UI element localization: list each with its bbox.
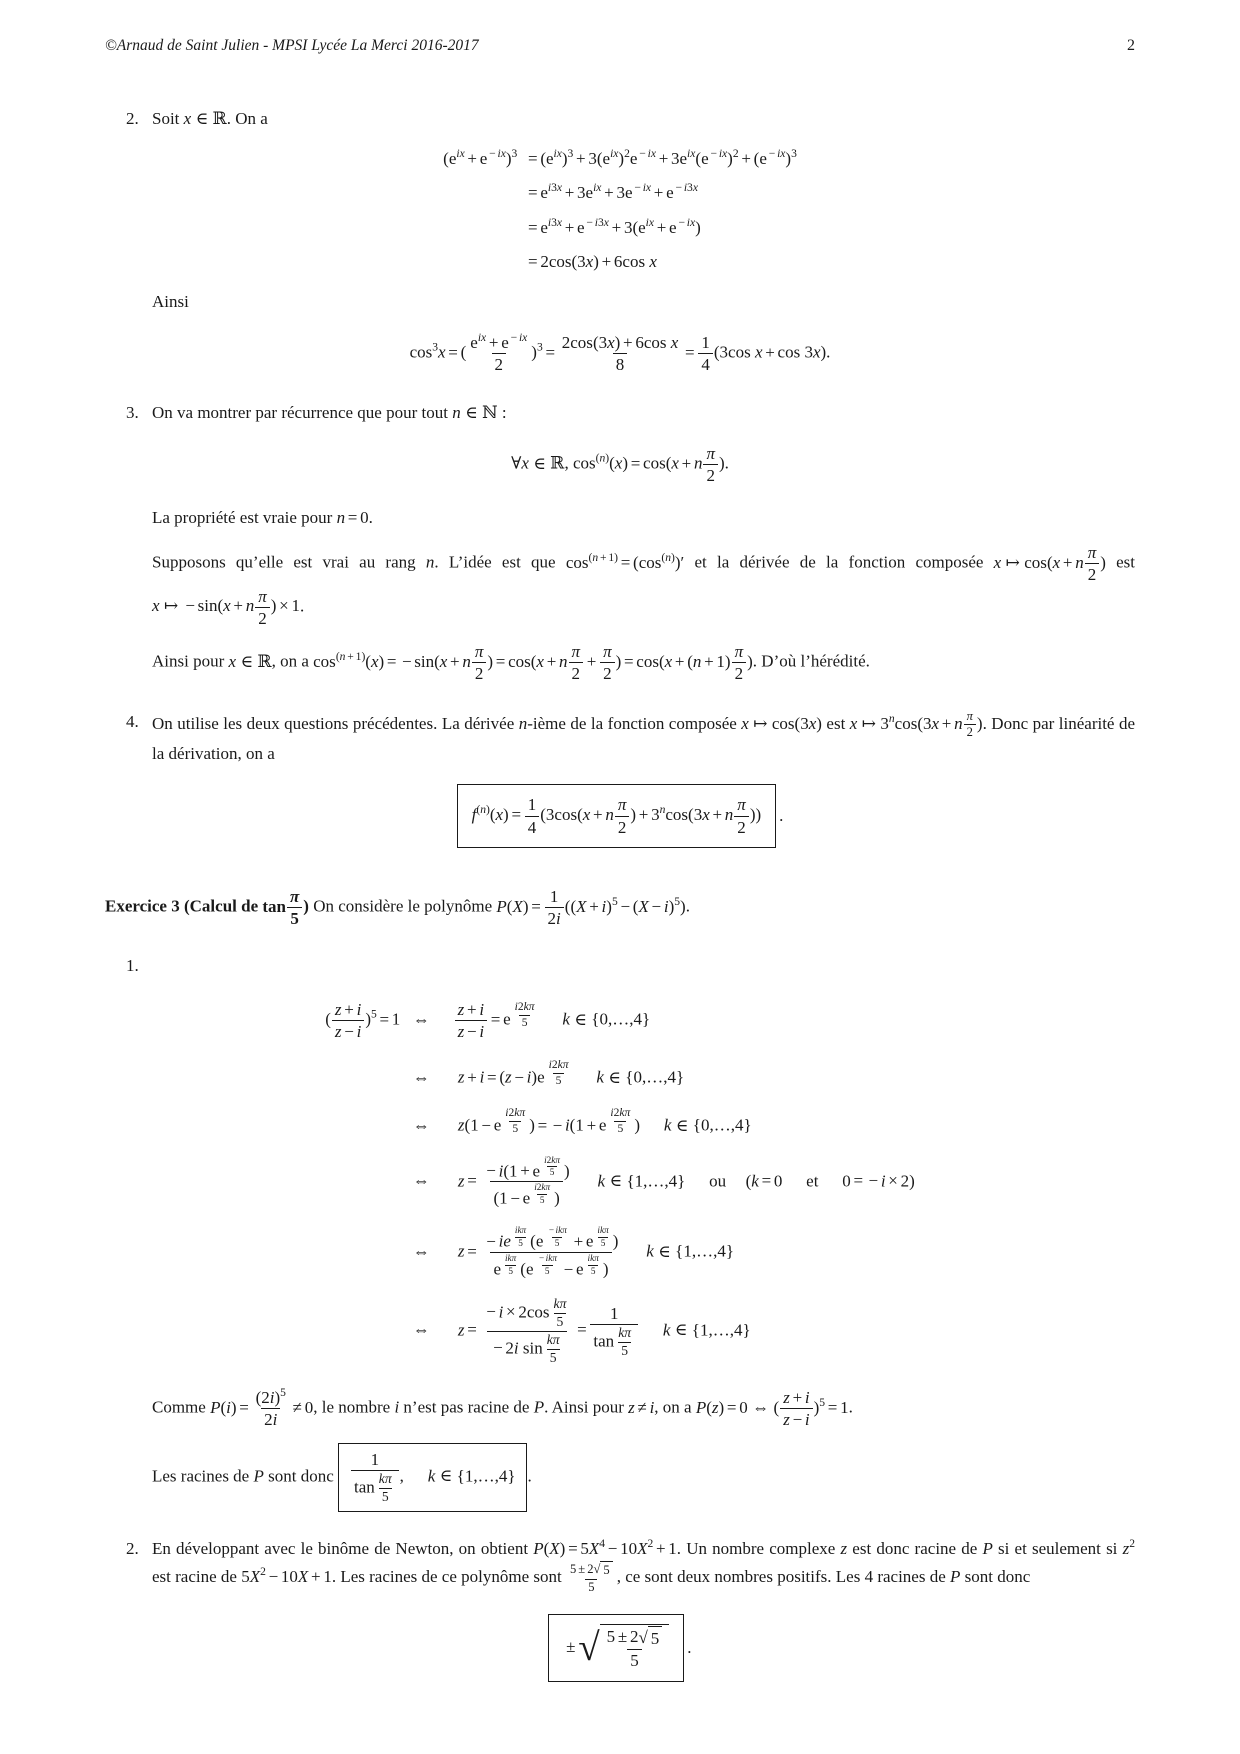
equation-final-boxed xyxy=(105,1614,1135,1682)
paragraph-racines: Les racines de P sont donc 1 tan $\frac{k\pi}{5}$ , k ∈ {1,…,4} . xyxy=(152,1443,1135,1512)
item-4-intro: On utilise les deux questions précédentes. La dérivée n-ième de la fonction composée x ↦ cos(3x) est x ↦ $3^n\cos(3x + n$ $\frac{\pi}{2}$ ). Donc par linéarité de la dérivation, on a xyxy=(152,708,1136,763)
item-2-body xyxy=(152,106,1135,132)
exercise-item-2-intro: En développant avec le binôme de Newton, on obtient $P(X) = 5X^4 - 10X^2 + 1$. Un nombre complexe z est donc racine de P si et seulement si $z^2$ est racine de $5X^2 - 10X + 1$. Les racines de ce polynôme sont 5 ± 2 √ 5 5 , ce sont deux nombres positifs. Les 4 racines de P sont donc xyxy=(152,1536,1135,1594)
exercise-item-2-label: 2. xyxy=(126,1538,139,1558)
equation-period: . xyxy=(779,806,784,826)
item-4-body xyxy=(152,709,1135,767)
item-2-label: 2. xyxy=(126,109,139,128)
exercise-item-1-label: 1. xyxy=(126,956,139,976)
equation-derivative-boxed xyxy=(105,784,1135,848)
item-2-intro: Soit x ∈ ℝ. On a xyxy=(152,109,268,128)
derivative-formula-box: $f^{(n)}(x)$ = $\frac{1}{4}$ (3cos(x + n $\frac{\pi}{2}$ ) + $3^n\cos(3x + n$ $\frac{\pi}{2}$ )) xyxy=(457,784,777,848)
paragraph-heredity: Ainsi pour x ∈ ℝ, on a $\cos^{(n + 1)}(x)$ = − sin(x + n $\frac{\pi}{2}$ ) = cos(x + n $\frac{\pi}{2}$ + $\frac{\pi}{2}$ ) = cos(x + (n + 1) $\frac{\pi}{2}$ ). D’où l’hérédité. xyxy=(152,642,870,684)
exercise-3-title: Exercice 3 (Calcul de tan $\frac{\pi}{5}$ ) xyxy=(105,886,309,929)
final-roots-box: ± √ 5 ± 2 √ 5 5 xyxy=(548,1614,684,1682)
paragraph-induction-step: Supposons qu’elle est vrai au rang n. L’idée est que $\cos^{(n + 1)} = (\cos^{(n)})'$ et la dérivée de la fonction composée x ↦ cos(x + n $\frac{\pi}{2}$ ) est x ↦ − sin(x + n $\frac{\pi}{2}$ ) × 1. xyxy=(152,543,1136,628)
header-page-number: 2 xyxy=(1127,37,1135,54)
exercise-list-item-2 xyxy=(105,1536,1135,1596)
paragraph-base-case: La propriété est vraie pour n = 0. xyxy=(152,507,373,527)
exercise-item-1-body xyxy=(152,953,1135,979)
exercise-3-heading xyxy=(105,886,1135,930)
equation-cos-cubed: $\cos^3x$ = ( $\frac{e^{ix} + e ^{- ix}}{2}$ )$^3$ = $\frac{\text{2cos(3x) + 6cos x}}{8}$ = $\frac{1}{4}$ (3cos x + cos 3x). xyxy=(409,331,831,375)
exercise-item-2-body xyxy=(152,1536,1135,1596)
equation-equivalences: ( $\frac{z + i}{z - i}$ )$^5$ = 1 ⇔ $\frac{z + i}{z - i}$ = e $^{\frac{i2k\pi}{5}}$ k ∈ {0,…,4} ⇔ z + i = (z − i)e $^{\frac{i2k\pi}{5}}$ k ∈ {0,…,4} ⇔ z(1 − e $^{\frac{i2k\pi}{5}}$ ) = − i(1 + e $^{\frac{i2k\pi}{5}}$ ) k ∈ {0,…,4} ⇔ z = − i(1 + e $^{\frac{i2k\pi}{5}}$ ) (1 − e $^{\frac{i2k\pi}{5}}$ ) k ∈ {1,…,4} ou (k = 0 et 0 = − i × 2) ⇔ z = − ie $^{\frac{\text{ikπ}}{5}}$ (e $^{\frac{\text{−ikπ}}{5}}$ + e $^{\frac{\text{ikπ}}{5}}$ ) e $^{\frac{\text{ikπ}}{5}}$ (e $^{\frac{\text{−ikπ}}{5}}$ − e $^{\frac{\text{ikπ}}{5}}$ ) k ∈ {1,…,4} ⇔ z = − i × 2cos $\frac{k\pi}{5}$ − 2i sin $\frac{k\pi}{5}$ = 1 tan $\frac{k\pi}{5}$ k ∈ {1,…,4} xyxy=(325,999,915,1366)
paragraph-comme: Comme P(i) = $\frac{(2i)^5}{2i}$ ≠ 0, le nombre i n’est pas racine de P. Ainsi pour z ≠ i, on a P(z) = 0 ⇔ ( $\frac{z + i}{z - i}$ )$^5$ = 1. xyxy=(152,1386,853,1430)
list-item-4 xyxy=(105,709,1135,767)
list-item-3 xyxy=(105,400,1135,426)
exercise-3-statement: On considère le polynôme P(X) = $\frac{1}{2i}$ $((X + i)^5 - (X - i)^5)$. xyxy=(308,886,690,929)
header-author: ©Arnaud de Saint Julien - MPSI Lycée La Merci 2016-2017 xyxy=(105,37,479,54)
ainsi-paragraph: Ainsi xyxy=(152,291,189,311)
exercise-list-item-1 xyxy=(105,953,1135,979)
equation-cube-expansion: ($e^{ix} + e$ $^{- ix}$)$^3$ = $(e^{ix})^3 + 3(e^{ix})^2e$ $^{- ix} + 3e^{ix}(e$ $^{- ix}$)$^2$ + (e $^{- ix}$)$^3$ = $e^{i3x} + 3e^{ix} + 3e$ $^{- ix}$ + e $^{- i3x}$ = $e^{i3x} + e$ $^{- i3x} + 3(e^{ix} + e$ $^{- ix}$) = 2cos(3x) + 6cos x xyxy=(443,146,797,271)
equation-period-final: . xyxy=(687,1637,692,1657)
item-3-label: 3. xyxy=(126,402,139,422)
item-4-label: 4. xyxy=(126,711,139,731)
item-3-body xyxy=(152,400,1135,426)
item-3-intro: On va montrer par récurrence que pour tout n ∈ ℕ : xyxy=(152,402,507,422)
page-header xyxy=(105,34,1135,58)
list-item-2 xyxy=(105,106,1135,132)
equation-recurrence: ∀x ∈ ℝ, $\cos^{(n)}(x) = \cos(x + n$ $\frac{\pi}{2}$ ). xyxy=(511,444,729,486)
